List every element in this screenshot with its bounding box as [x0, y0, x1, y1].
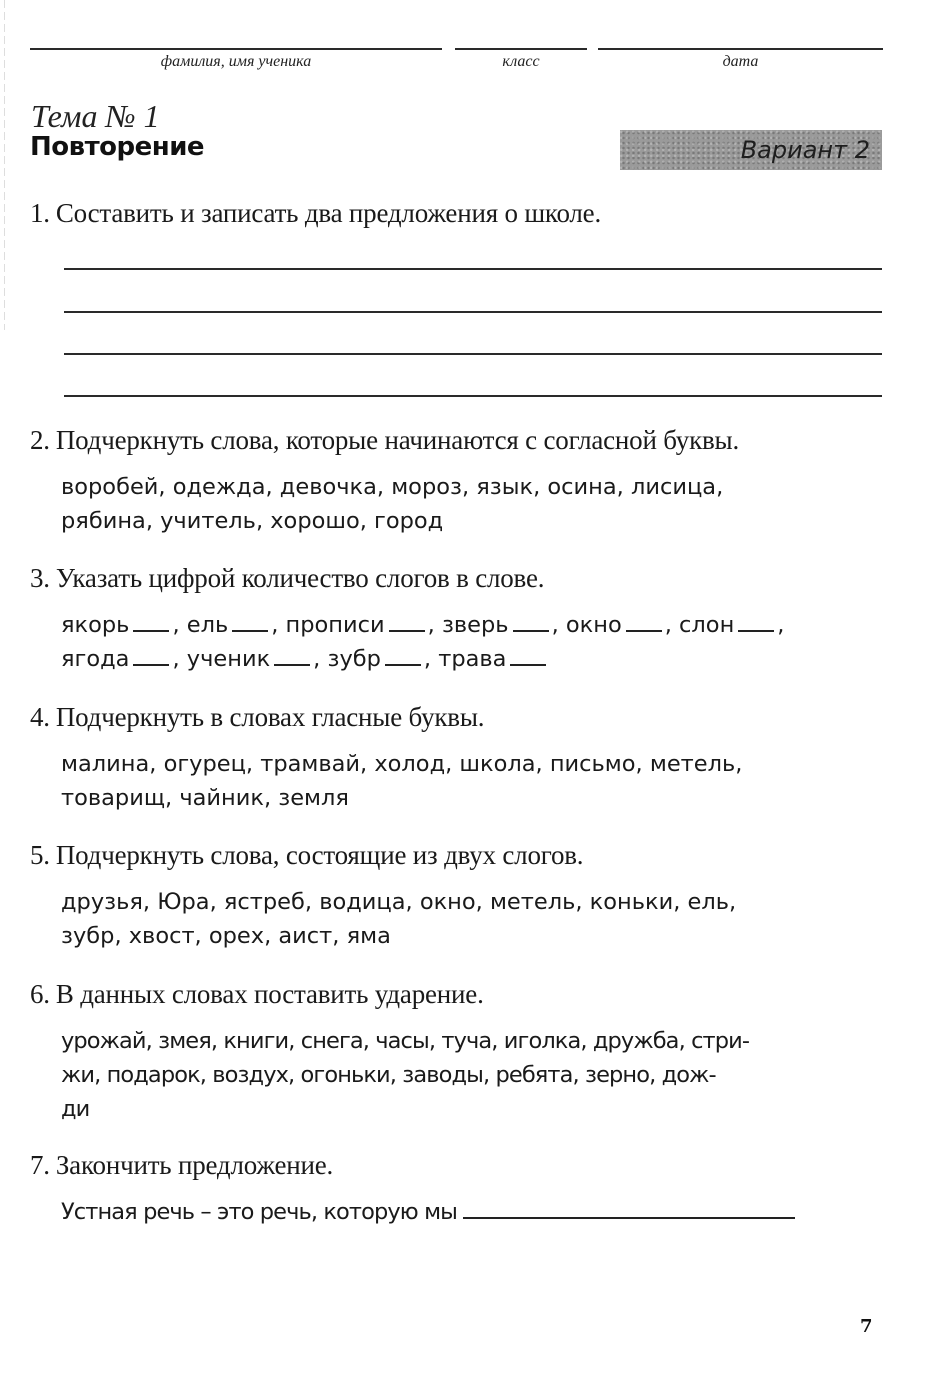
word-list-line: жи, подарок, воздух, огоньки, заводы, ребята, зерно, дож- — [61, 1062, 716, 1088]
syllable-blank[interactable] — [133, 663, 169, 666]
task-instruction: Подчеркнуть слова, состоящие из двух слогов. — [55, 840, 584, 870]
word: зубр — [327, 646, 381, 672]
syllable-line-2: ягода , ученик , зубр , трава — [61, 642, 882, 676]
word-list — [61, 747, 882, 815]
word-list — [61, 885, 882, 953]
word: прописи — [285, 612, 385, 638]
word: ель — [186, 612, 229, 638]
task-7 — [30, 1150, 882, 1229]
syllable-blank[interactable] — [510, 663, 546, 666]
word-list — [61, 470, 882, 538]
sentence-answer-line[interactable] — [463, 1216, 795, 1219]
student-name-label: фамилия, имя ученика — [160, 53, 312, 70]
page-number: 7 — [860, 1316, 873, 1337]
task-instruction: Составить и записать два предложения о школе. — [55, 198, 602, 228]
sentence-start: Устная речь – это речь, которую мы — [61, 1199, 458, 1225]
task-number: 1. — [30, 198, 50, 228]
task-6 — [30, 979, 882, 1126]
variant-badge — [620, 130, 882, 170]
syllable-line-1: якорь , ель , прописи , зверь , окно , слон , — [61, 612, 785, 638]
task-instruction: Подчеркнуть в словах гласные буквы. — [55, 702, 485, 732]
task-number: 7. — [30, 1150, 50, 1180]
task-instruction: Закончить предложение. — [55, 1150, 334, 1180]
task-instruction: В данных словах поставить ударение. — [55, 979, 484, 1009]
word: слон — [679, 612, 735, 638]
task-number: 4. — [30, 702, 50, 732]
date-line[interactable] — [598, 48, 883, 50]
topic-number: Тема № 1 — [31, 98, 160, 134]
task-7-heading — [30, 1150, 882, 1181]
word: зверь — [441, 612, 509, 638]
syllable-blank[interactable] — [133, 629, 169, 632]
answer-line-1[interactable] — [64, 268, 882, 270]
syllable-count-list — [61, 608, 882, 676]
word-list-line: друзья, Юра, ястреб, водица, окно, метель, коньки, ель, — [61, 889, 737, 915]
word: окно — [565, 612, 622, 638]
task-2 — [30, 425, 882, 538]
sentence-completion — [61, 1195, 882, 1229]
syllable-blank[interactable] — [389, 629, 425, 632]
task-4 — [30, 702, 882, 815]
class-label: класс — [502, 53, 540, 70]
task-number: 3. — [30, 563, 50, 593]
task-number: 5. — [30, 840, 50, 870]
syllable-blank[interactable] — [626, 629, 662, 632]
student-name-line[interactable] — [30, 48, 442, 50]
variant-label: Вариант 2 — [740, 136, 870, 164]
syllable-blank[interactable] — [513, 629, 549, 632]
task-number: 2. — [30, 425, 50, 455]
word: якорь — [61, 612, 130, 638]
word-list-line: зубр, хвост, орех, аист, яма — [61, 923, 391, 949]
word-list-line: товарищ, чайник, земля — [61, 785, 349, 811]
answer-line-3[interactable] — [64, 353, 882, 355]
syllable-blank[interactable] — [385, 663, 421, 666]
task-1-heading — [30, 198, 882, 229]
syllable-blank[interactable] — [274, 663, 310, 666]
task-4-heading — [30, 702, 882, 733]
task-2-heading — [30, 425, 882, 456]
word-list-line: воробей, одежда, девочка, мороз, язык, осина, лисица, — [61, 474, 724, 500]
word-list-line: урожай, змея, книги, снега, часы, туча, иголка, дружба, стри- — [61, 1028, 750, 1054]
answer-line-2[interactable] — [64, 311, 882, 313]
syllable-blank[interactable] — [232, 629, 268, 632]
word-list-line: рябина, учитель, хорошо, город — [61, 508, 444, 534]
scan-edge-artifact — [4, 0, 5, 330]
word-list-line: ди — [61, 1096, 90, 1122]
word-list-line: малина, огурец, трамвай, холод, школа, письмо, метель, — [61, 751, 743, 777]
page-title: Повторение — [30, 132, 205, 162]
date-label: дата — [722, 53, 759, 70]
word: трава — [438, 646, 507, 672]
task-instruction: Указать цифрой количество слогов в слове. — [55, 563, 545, 593]
task-1 — [30, 198, 882, 229]
word: ученик — [186, 646, 271, 672]
task-5 — [30, 840, 882, 953]
task-instruction: Подчеркнуть слова, которые начинаются с согласной буквы. — [55, 425, 740, 455]
word-list — [61, 1024, 882, 1126]
task-3 — [30, 563, 882, 676]
task-6-heading — [30, 979, 882, 1010]
word: ягода — [61, 646, 130, 672]
answer-line-4[interactable] — [64, 395, 882, 397]
task-3-heading — [30, 563, 882, 594]
syllable-blank[interactable] — [738, 629, 774, 632]
class-line[interactable] — [455, 48, 587, 50]
task-5-heading — [30, 840, 882, 871]
task-number: 6. — [30, 979, 50, 1009]
